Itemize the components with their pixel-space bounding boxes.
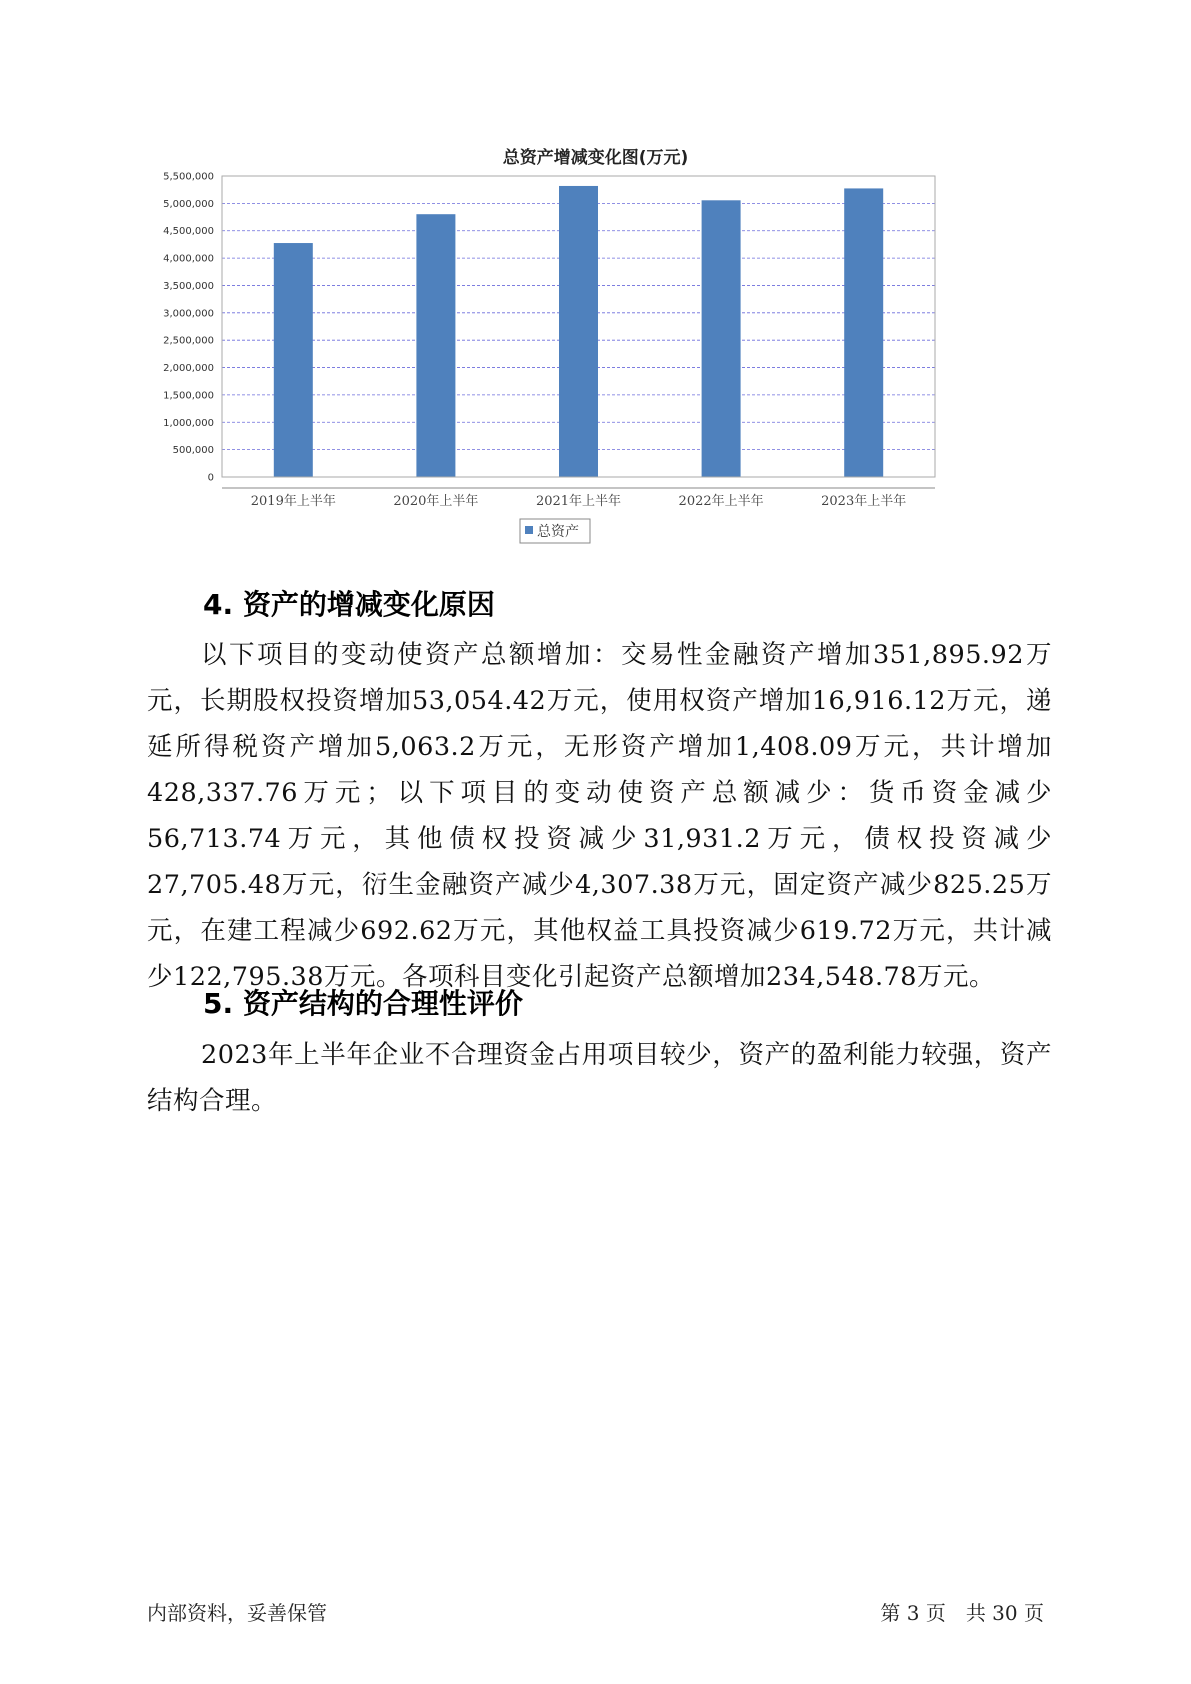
bar-3 bbox=[702, 200, 741, 477]
y-tick-label: 3,000,000 bbox=[163, 308, 214, 320]
paragraph-asset-structure: 2023年上半年企业不合理资金占用项目较少，资产的盈利能力较强，资产结构合理。 bbox=[147, 1040, 1052, 1116]
x-tick-label: 2021年上半年 bbox=[535, 494, 622, 509]
footer-note: 内部资料，妥善保管 bbox=[147, 1601, 327, 1625]
bar-0 bbox=[274, 243, 313, 477]
x-tick-label: 2022年上半年 bbox=[678, 494, 764, 509]
y-tick-label: 3,500,000 bbox=[163, 280, 214, 292]
y-tick-label: 0 bbox=[207, 472, 214, 484]
chart-legend bbox=[520, 519, 590, 543]
y-tick-label: 2,500,000 bbox=[163, 335, 214, 347]
y-tick-label: 4,500,000 bbox=[163, 226, 214, 238]
y-tick-label: 4,000,000 bbox=[163, 253, 214, 265]
legend-label: 总资产 bbox=[537, 524, 579, 540]
y-tick-label: 5,000,000 bbox=[163, 198, 214, 210]
y-tick-label: 2,000,000 bbox=[163, 363, 214, 375]
y-tick-label: 5,500,000 bbox=[163, 172, 214, 183]
x-tick-label: 2023年上半年 bbox=[821, 494, 907, 509]
bar-4 bbox=[844, 188, 883, 477]
bar-1 bbox=[416, 214, 455, 477]
paragraph-asset-change: 以下项目的变动使资产总额增加：交易性金融资产增加351,895.92万元，长期股权投资增加53,054.42万元，使用权资产增加16,916.12万元，递延所得税资产增加5,063.2万元，无形资产增加1,408.09万元，共计增加428,337.76万元；以下项目的变动使资产总额减少：货币资金减少56,713.74万元，其他债权投资减少31,931.2万元，债权投资减少27,705.48万元，衍生金融资产减少4,307.38万元，固定资产减少825.25万元，在建工程减少692.62万元，其他权益工具投资减少619.72万元，共计减少122,795.38万元。各项科目变化引起资产总额增加234,548.78万元。 bbox=[147, 640, 1052, 992]
y-tick-label: 500,000 bbox=[172, 445, 214, 457]
chart-title: 总资产增减变化图(万元) bbox=[502, 148, 689, 168]
x-tick-label: 2020年上半年 bbox=[393, 494, 479, 509]
y-tick-label: 1,000,000 bbox=[163, 417, 214, 429]
chart-bars bbox=[274, 186, 883, 477]
bar-chart bbox=[150, 172, 950, 552]
bar-2 bbox=[559, 186, 598, 477]
page-number: 第 3 页 共 30 页 bbox=[880, 1601, 1044, 1625]
section-heading-asset-structure: 5. 资产结构的合理性评价 bbox=[203, 987, 523, 1020]
y-tick-label: 1,500,000 bbox=[163, 390, 214, 402]
x-tick-label: 2019年上半年 bbox=[250, 494, 336, 509]
section-heading-asset-change: 4. 资产的增减变化原因 bbox=[203, 588, 495, 621]
legend-swatch bbox=[525, 526, 533, 534]
